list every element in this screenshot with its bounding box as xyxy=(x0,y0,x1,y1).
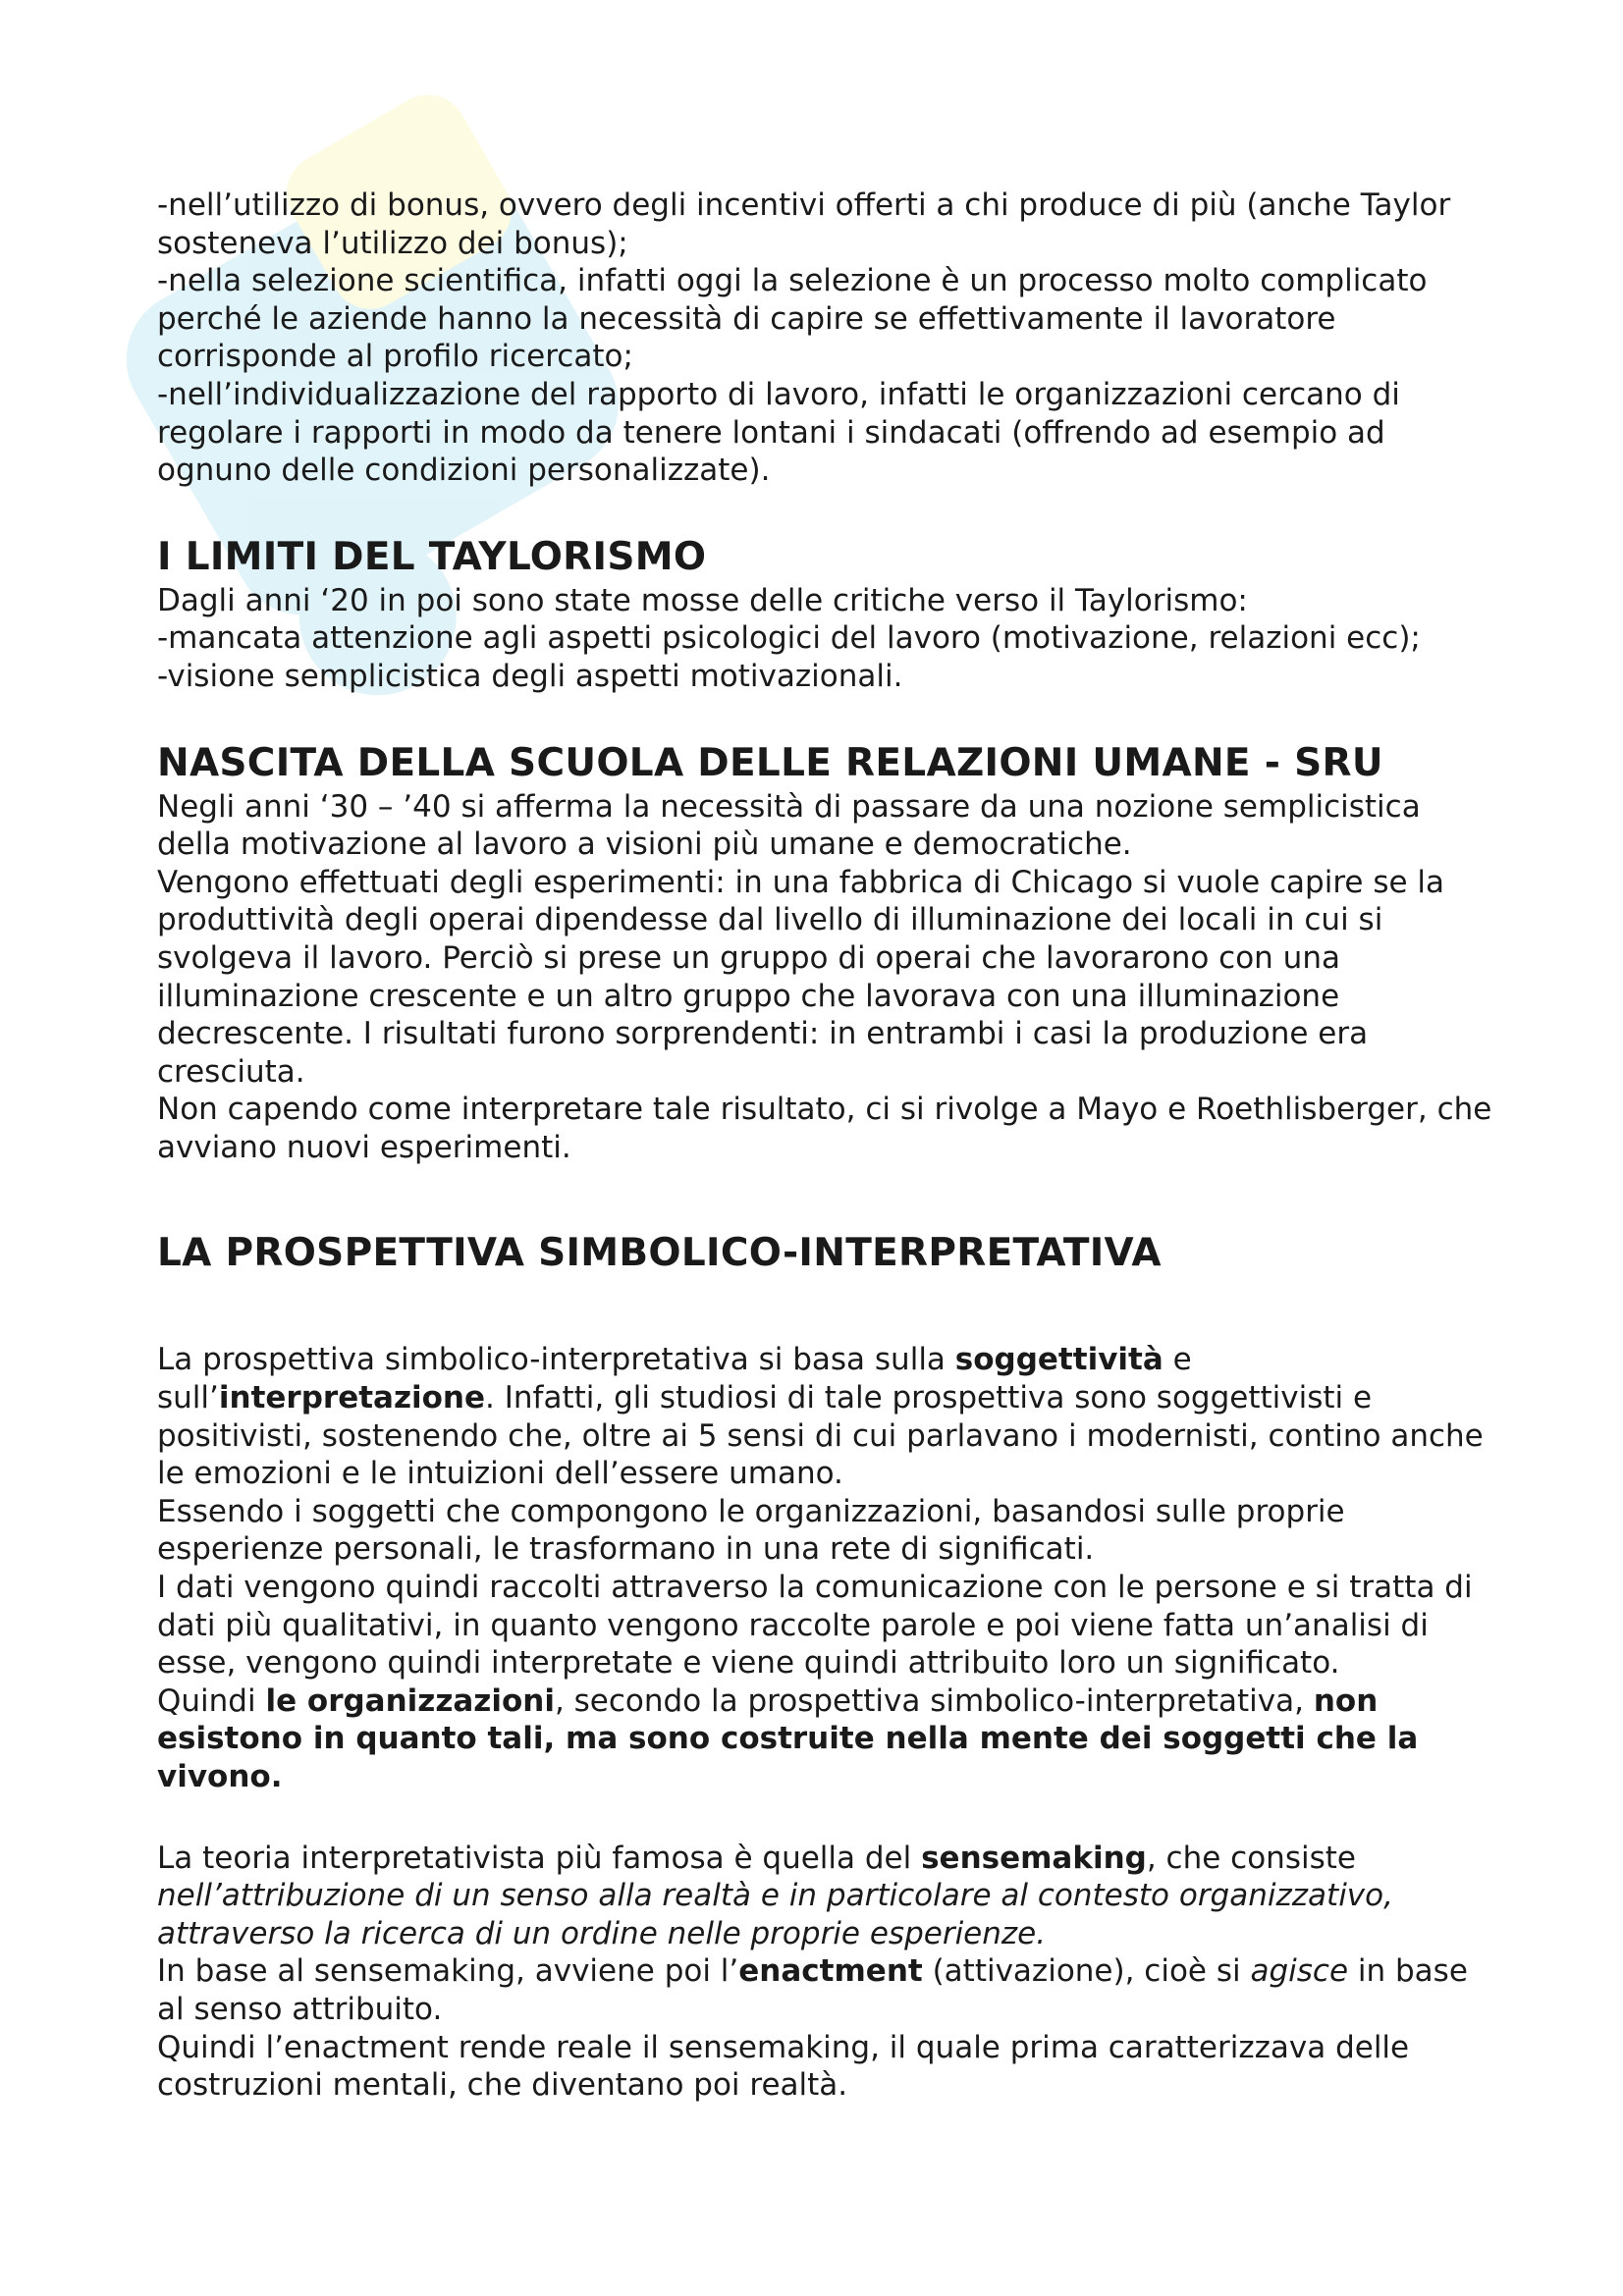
paragraph: Vengono effettuati degli esperimenti: in una fabbrica di Chicago si vuole capire se la produttività degli operai dipendesse dal livello di illuminazione dei locali in cui si svolgeva il lavoro. Perciò si prese un gruppo di operai che lavorarono con una illuminazione crescente e un altro gruppo che lavorava con una illuminazione decrescente. I risultati furono sorprendenti: in entrambi i casi la produzione era cresciuta. xyxy=(157,864,1445,1090)
paragraph-line: Dagli anni ‘20 in poi sono state mosse delle critiche verso il Taylorismo: xyxy=(157,582,1248,618)
intro-line: -nell’individualizzazione del rapporto di lavoro, infatti le organizzazioni cercano di regolare i rapporti in modo da tenere lontani i sindacati (offrendo ad esempio ad ognuno delle condizioni personalizzate). xyxy=(157,376,1400,489)
section-sru xyxy=(157,739,1492,1167)
section-heading: LA PROSPETTIVA SIMBOLICO-INTERPRETATIVA xyxy=(157,1231,1162,1276)
section-heading: NASCITA DELLA SCUOLA DELLE RELAZIONI UMANE - SRU xyxy=(157,740,1383,785)
paragraph: Quindi le organizzazioni, secondo la prospettiva simbolico-interpretativa, non esistono in quanto tali, ma sono costruite nella mente dei soggetti che la vivono. xyxy=(157,1682,1419,1794)
section-limiti xyxy=(157,533,1492,696)
paragraph: I dati vengono quindi raccolti attraverso la comunicazione con le persone e si tratta di dati più qualitativi, in quanto vengono raccolte parole e poi viene fatta un’analisi di esse, vengono quindi interpretate e viene quindi attribuito loro un significato. xyxy=(157,1570,1473,1682)
paragraph-line: -mancata attenzione agli aspetti psicologici del lavoro (motivazione, relazioni ecc); xyxy=(157,620,1421,657)
paragraph: In base al sensemaking, avviene poi l’enactment (attivazione), cioè si agisce in base al senso attribuito. xyxy=(157,1953,1468,2027)
paragraph: La prospettiva simbolico-interpretativa si basa sulla soggettività e sull’interpretazione. Infatti, gli studiosi di tale prospettiva sono soggettivisti e positivisti, sostenendo che, oltre ai 5 sensi di cui parlavano i modernisti, contino anche le emozioni e le intuizioni dell’essere umano. xyxy=(157,1342,1484,1492)
paragraph: Quindi l’enactment rende reale il sensemaking, il quale prima caratterizzava delle costruzioni mentali, che diventano poi realtà. xyxy=(157,2029,1410,2104)
section-heading: I LIMITI DEL TAYLORISMO xyxy=(157,534,707,579)
paragraph: La teoria interpretativista più famosa è quella del sensemaking, che consiste nell’attribuzione di un senso alla realtà e in particolare al contesto organizzativo, attraverso la ricerca di un ordine nelle proprie esperienze. xyxy=(157,1840,1393,1951)
section-prospettiva xyxy=(157,1229,1492,2104)
intro-line: -nella selezione scientifica, infatti oggi la selezione è un processo molto complicato perché le aziende hanno la necessità di capire se effettivamente il lavoratore corrisponde al profilo ricercato; xyxy=(157,263,1428,375)
intro-line: -nell’utilizzo di bonus, ovvero degli incentivi offerti a chi produce di più (anche Taylor sosteneva l’utilizzo dei bonus); xyxy=(157,187,1451,261)
paragraph: Non capendo come interpretare tale risultato, ci si rivolge a Mayo e Roethlisberger, che avviano nuovi esperimenti. xyxy=(157,1092,1492,1165)
document-page xyxy=(157,187,1492,2105)
paragraph: Negli anni ‘30 – ’40 si afferma la necessità di passare da una nozione semplicistica della motivazione al lavoro a visioni più umane e democratiche. xyxy=(157,788,1421,863)
intro-list xyxy=(157,187,1492,490)
paragraph-line: -visione semplicistica degli aspetti motivazionali. xyxy=(157,658,903,694)
paragraph: Essendo i soggetti che compongono le organizzazioni, basandosi sulle proprie esperienze personali, le trasformano in una rete di significati. xyxy=(157,1493,1345,1568)
